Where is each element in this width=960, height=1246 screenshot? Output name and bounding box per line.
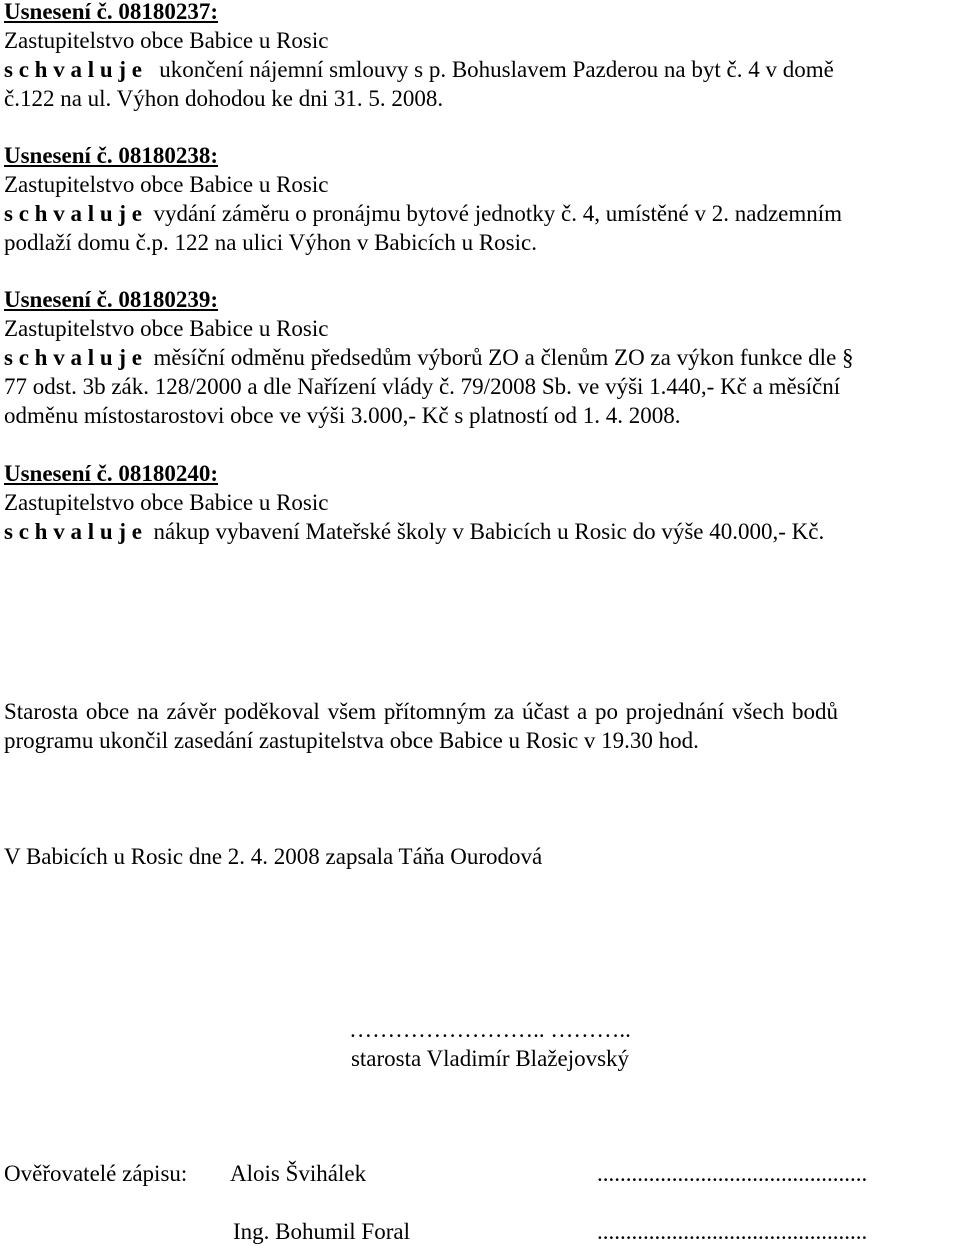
resolution-text-line: č.122 na ul. Výhon dohodou ke dni 31. 5. 2008. — [4, 86, 444, 111]
resolution-heading: Usnesení č. 08180240: — [4, 461, 219, 486]
resolution-body-name: Zastupitelstvo obce Babice u Rosic — [4, 490, 329, 515]
minutes-note — [4, 842, 956, 871]
resolution-verb: s c h v a l u j e — [4, 201, 142, 226]
verifier-signature-dots: ............................................... — [597, 1161, 868, 1186]
resolution-verb: s c h v a l u j e — [4, 57, 142, 82]
minutes-note-text: V Babicích u Rosic dne 2. 4. 2008 zapsala Táňa Ourodová — [4, 844, 543, 869]
verifier-name: Ing. Bohumil Foral — [233, 1219, 410, 1244]
verifier-signature-dots: ............................................... — [597, 1219, 868, 1244]
resolution-text: nákup vybavení Mateřské školy v Babicích u Rosic do výše 40.000,- Kč. — [153, 519, 825, 544]
signature-name: starosta Vladimír Blažejovský — [350, 1046, 630, 1071]
resolution-verb: s c h v a l u j e — [4, 519, 142, 544]
signature-dots: …………………….. ……….. — [349, 1017, 631, 1042]
closing-paragraph — [4, 697, 956, 755]
resolution-text-line — [4, 517, 956, 546]
resolution-body-name: Zastupitelstvo obce Babice u Rosic — [4, 316, 329, 341]
resolution-heading: Usnesení č. 08180238: — [4, 143, 219, 168]
mayor-signature — [320, 1015, 660, 1073]
resolution-heading: Usnesení č. 08180239: — [4, 287, 219, 312]
resolution-text-line: odměnu místostarostovi obce ve výši 3.000,- Kč s platností od 1. 4. 2008. — [4, 403, 681, 428]
resolution-heading: Usnesení č. 08180237: — [4, 0, 219, 24]
verifier-row — [4, 1217, 956, 1246]
verifiers-label: Ověřovatelé zápisu: — [4, 1161, 188, 1186]
resolution-text-line: 77 odst. 3b zák. 128/2000 a dle Nařízení vlády č. 79/2008 Sb. ve výši 1.440,- Kč a měsíční — [4, 374, 841, 399]
resolution-text-line — [4, 55, 956, 84]
resolution-08180240 — [4, 459, 956, 546]
resolution-body-name: Zastupitelstvo obce Babice u Rosic — [4, 28, 329, 53]
resolution-body-name: Zastupitelstvo obce Babice u Rosic — [4, 172, 329, 197]
verifier-row — [4, 1159, 956, 1188]
resolution-text: měsíční odměnu předsedům výborů ZO a členům ZO za výkon funkce dle § — [153, 345, 854, 370]
closing-line: programu ukončil zasedání zastupitelstva obce Babice u Rosic v 19.30 hod. — [4, 728, 699, 753]
resolution-08180239 — [4, 285, 956, 430]
resolution-text: ukončení nájemní smlouvy s p. Bohuslavem Pazderou na byt č. 4 v domě — [159, 57, 834, 82]
resolution-text-line: podlaží domu č.p. 122 na ulici Výhon v Babicích u Rosic. — [4, 230, 537, 255]
resolution-08180237 — [4, 0, 956, 113]
resolution-08180238 — [4, 141, 956, 257]
resolution-text-line — [4, 343, 956, 372]
verifier-name: Alois Švihálek — [230, 1161, 367, 1186]
resolution-text: vydání záměru o pronájmu bytové jednotky č. 4, umístěné v 2. nadzemním — [153, 201, 843, 226]
resolution-text-line — [4, 199, 956, 228]
closing-line: Starosta obce na závěr poděkoval všem přítomným za účast a po projednání všech bodů — [4, 699, 838, 724]
resolution-verb: s c h v a l u j e — [4, 345, 142, 370]
